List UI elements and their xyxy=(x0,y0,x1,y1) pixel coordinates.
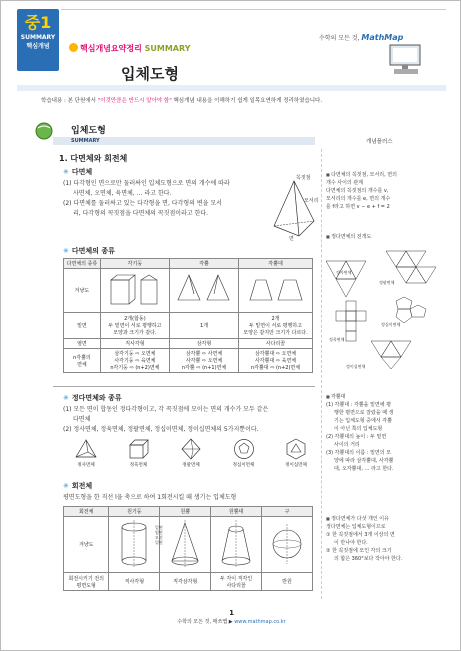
pyramid-figure xyxy=(269,176,319,246)
side-note-five-solids xyxy=(326,515,446,563)
dodecahedron-icon xyxy=(232,438,256,460)
note-highlight: "이것만큼은 반드시 알아야 함" xyxy=(97,98,172,104)
side-line: 를 f라고 하면 v − e + f = 2 xyxy=(326,204,390,210)
cone-figure xyxy=(165,519,205,569)
side-title: ■ 정다면체의 전개도 xyxy=(326,233,446,241)
footer-brand: 수학의 모든 것, 매쓰맵 xyxy=(177,619,228,625)
side-note-nets xyxy=(326,233,446,374)
frustum-figures xyxy=(239,269,313,313)
footer xyxy=(1,609,461,625)
label-base: 밑면 xyxy=(155,525,163,530)
text-line: 사면체, 오면체, 육면체, … 라고 한다. xyxy=(73,190,172,197)
learning-note xyxy=(41,96,322,104)
text-line: 다면체 xyxy=(73,416,91,423)
summary-ko: 핵심개념요약정리 xyxy=(80,44,142,53)
text-line: (2) 정사면체, 정육면체, 정팔면체, 정십이면체, 정이십면체의 5가지뿐이다. xyxy=(63,426,259,433)
label-base2: 밑면 xyxy=(155,540,163,545)
table-cell: 삼각뿔 ⇨ 사면체 사각뿔 ⇨ 오면체 n각뿔 ⇨ (n+1)면체 xyxy=(169,349,238,373)
side-line: 대, 오각뿔대, … 라고 한다. xyxy=(334,466,394,472)
side-line: 이 아닌 쪽의 입체도형 xyxy=(334,426,383,432)
heading-polyhedron: ✳ 다면체 xyxy=(63,167,92,177)
side-title: ■ 정다면체가 다섯 개인 이유 xyxy=(326,515,446,523)
side-line: 기는 입체도형 중에서 각뿔 xyxy=(334,418,392,424)
net-label: 정이십면체 xyxy=(346,364,366,369)
side-line: 양에 따라 삼각뿔대, 사각뿔 xyxy=(334,458,394,464)
smile-icon xyxy=(69,43,78,52)
page-title: 입체도형 xyxy=(121,65,179,83)
side-title: ■ 다면체의 꼭짓점, 모서리, 면의 xyxy=(326,171,446,179)
solid-icosahedron xyxy=(276,438,316,468)
cube-icon xyxy=(127,438,151,460)
solid-label: 정십이면체 xyxy=(232,463,255,468)
solid-dodecahedron xyxy=(224,438,264,468)
net-label: 정사면체 xyxy=(336,270,352,275)
side-divider xyxy=(321,149,322,599)
concept-plus-label: 개념플러스 xyxy=(366,139,393,145)
table-cell: 1개 xyxy=(169,313,238,339)
solid-octahedron xyxy=(171,438,211,468)
tetrahedron-icon xyxy=(74,438,98,460)
cylinder-labels xyxy=(155,525,163,545)
footer-url[interactable]: www.mathmap.co.kr xyxy=(234,619,286,625)
label-edge: 모서리 xyxy=(304,198,319,204)
note-suffix: 핵심개념 내용을 이해하기 쉽게 일목요연하게 정리하였습니다. xyxy=(173,98,323,104)
text-line: (1) 모든 면이 합동인 정다각형이고, 각 꼭짓점에 모이는 면의 개수가 모두 같은 xyxy=(63,406,269,413)
cylinder-figure xyxy=(114,519,154,569)
text-line: 리, 다각형의 꼭짓점을 다면체의 꼭짓점이라고 한다. xyxy=(73,210,209,217)
side-line: (2) 각뿔대의 높이 : 두 밑면 xyxy=(326,434,387,440)
kinds-table xyxy=(63,258,313,373)
text-line: (2) 다면체를 둘러싸고 있는 다각형을 면, 다각형의 변을 모서 xyxy=(63,200,222,207)
table-header: 구 xyxy=(262,507,313,517)
header-bar xyxy=(17,85,446,91)
table-row-label: 밑면 xyxy=(64,313,101,339)
side-line: 이 만나야 한다. xyxy=(334,540,368,546)
side-line: 행한 평면으로 잘랐을 때 생 xyxy=(334,410,394,416)
cylinder-cell xyxy=(109,517,160,573)
heading-rotation: ✳ 회전체 xyxy=(63,481,92,491)
label-generatrix: 모선 xyxy=(155,535,163,540)
side-line: 사이의 거리 xyxy=(334,442,360,448)
globe-icon xyxy=(33,119,55,141)
section-bar: SUMMARY xyxy=(53,137,315,145)
rotation-table xyxy=(63,506,313,591)
header-rule xyxy=(61,9,446,10)
icosahedron-icon xyxy=(284,438,308,460)
heading-kinds: ✳ 다면체의 종류 xyxy=(63,246,115,256)
table-header: 원뿔 xyxy=(160,507,211,517)
brand xyxy=(319,33,403,42)
side-line: 개수 사이의 관계 xyxy=(326,180,363,186)
badge-summary: SUMMARY xyxy=(20,34,56,41)
rotation-text: 평면도형을 한 직선 l을 축으로 하여 1회전시킬 때 생기는 입체도형 xyxy=(63,494,237,501)
monitor-icon xyxy=(386,43,426,77)
side-line: ① 한 꼭짓점에서 3개 이상의 면 xyxy=(326,532,395,538)
side-title: ■ 각뿔대 xyxy=(326,393,446,401)
text-line: (1) 다각형인 면으로만 둘러싸인 입체도형으로 면의 개수에 따라 xyxy=(63,180,230,187)
solid-label: 정사면체 xyxy=(77,463,95,468)
side-note-euler xyxy=(326,171,446,211)
regular-solids-row xyxy=(66,438,316,468)
net-label: 정팔면체 xyxy=(379,280,395,285)
table-header: 각뿔 xyxy=(169,259,238,269)
label-side: 옆면 xyxy=(155,530,163,535)
solid-cube xyxy=(119,438,159,468)
label-face: 면 xyxy=(289,236,294,242)
table-header: 각뿔대 xyxy=(239,259,313,269)
side-line: (1) 각뿔대 : 각뿔을 밑면에 평 xyxy=(326,402,392,408)
table-header: 원기둥 xyxy=(109,507,160,517)
prism-figure xyxy=(105,272,165,308)
polyhedron-text xyxy=(63,179,273,219)
table-cell: 삼각기둥 ⇨ 오면체 사각기둥 ⇨ 육면체 n각기둥 ⇨ (n+2)면체 xyxy=(100,349,169,373)
brand-logo: MathMap xyxy=(361,33,404,42)
table-cell: 2개 두 밑면이 서로 평행하고 모양은 같지만 크기가 다르다. xyxy=(239,313,313,339)
side-line: 모서리의 개수를 e, 면의 개수 xyxy=(326,196,391,202)
side-line: (3) 각뿔대의 이름 : 밑면의 모 xyxy=(326,450,392,456)
table-row-label: 회전시키기 전의 평면도형 xyxy=(64,573,109,591)
page-number: 1 xyxy=(229,609,234,617)
solid-tetrahedron xyxy=(66,438,106,468)
nets-figure xyxy=(326,241,441,371)
heading-regular: ✳ 정다면체와 종류 xyxy=(63,393,122,403)
pyramid-figures xyxy=(169,269,238,313)
table-row-label: 옆면 xyxy=(64,339,101,349)
side-line: 의 합은 360°보다 작아야 한다. xyxy=(334,556,403,562)
divider xyxy=(53,386,315,387)
footer-text: 수학의 모든 것, 매쓰맵 ▶ www.mathmap.co.kr xyxy=(177,619,286,625)
table-cell: 두 각이 직각인 사다리꼴 xyxy=(211,573,262,591)
side-line: 다면체의 꼭짓점의 개수를 v, xyxy=(326,188,389,194)
note-prefix: 학습내용 : 본 단원에서 xyxy=(41,98,96,104)
table-header: 다면체의 종류 xyxy=(64,259,101,269)
table-header: 각기둥 xyxy=(100,259,169,269)
solid-label: 정이십면체 xyxy=(285,463,307,468)
table-cell: 직사각형 xyxy=(100,339,169,349)
grade-label: 중1 xyxy=(24,13,52,32)
grade-badge xyxy=(17,9,59,71)
side-line: 정다면체는 입체도형이므로 xyxy=(326,524,386,530)
badge-core: 핵심개념 xyxy=(26,43,50,50)
table-cell: 삼각뿔대 ⇨ 오면체 사각뿔대 ⇨ 육면체 n각뿔대 ⇨ (n+2)면체 xyxy=(239,349,313,373)
table-header: 회전체 xyxy=(64,507,109,517)
octahedron-icon xyxy=(179,438,203,460)
brand-text: 수학의 모든 것, xyxy=(319,35,360,42)
table-header: 원뿔대 xyxy=(211,507,262,517)
summary-label xyxy=(69,43,191,54)
sphere-cell xyxy=(262,517,313,573)
frustum-cone-figure xyxy=(216,519,256,569)
table-row-label: 겨냥도 xyxy=(64,517,109,573)
section-title: 입체도형 xyxy=(71,126,106,136)
table-row-label: n각뿔의 면체 xyxy=(64,349,101,373)
frustum-figure xyxy=(246,272,306,308)
prism-figures xyxy=(100,269,169,313)
frustum-cone-cell xyxy=(211,517,262,573)
table-cell: 삼각형 xyxy=(169,339,238,349)
pyramids-figure xyxy=(174,272,234,308)
summary-en: SUMMARY xyxy=(144,44,191,53)
side-note-frustum xyxy=(326,393,446,473)
side-line: ② 한 꼭짓점에 모인 각의 크기 xyxy=(326,548,392,554)
sphere-figure xyxy=(267,519,307,569)
net-label: 정십이면체 xyxy=(381,322,401,327)
table-cell: 직사각형 xyxy=(109,573,160,591)
heading-polyhedron-rotation: 1. 다면체와 회전체 xyxy=(59,154,128,163)
table-cell: 반원 xyxy=(262,573,313,591)
solid-label: 정육면체 xyxy=(129,463,148,468)
label-vertex: 꼭짓점 xyxy=(296,175,311,181)
table-row-label: 겨냥도 xyxy=(64,269,101,313)
table-cell: 2개(합동) 두 밑면이 서로 평행하고 모양과 크기가 같다. xyxy=(100,313,169,339)
table-cell: 직각삼각형 xyxy=(160,573,211,591)
table-cell: 사다리꼴 xyxy=(239,339,313,349)
cone-cell xyxy=(160,517,211,573)
net-label: 정육면체 xyxy=(329,337,345,342)
solid-label: 정팔면체 xyxy=(182,463,200,468)
regular-text xyxy=(63,405,315,435)
